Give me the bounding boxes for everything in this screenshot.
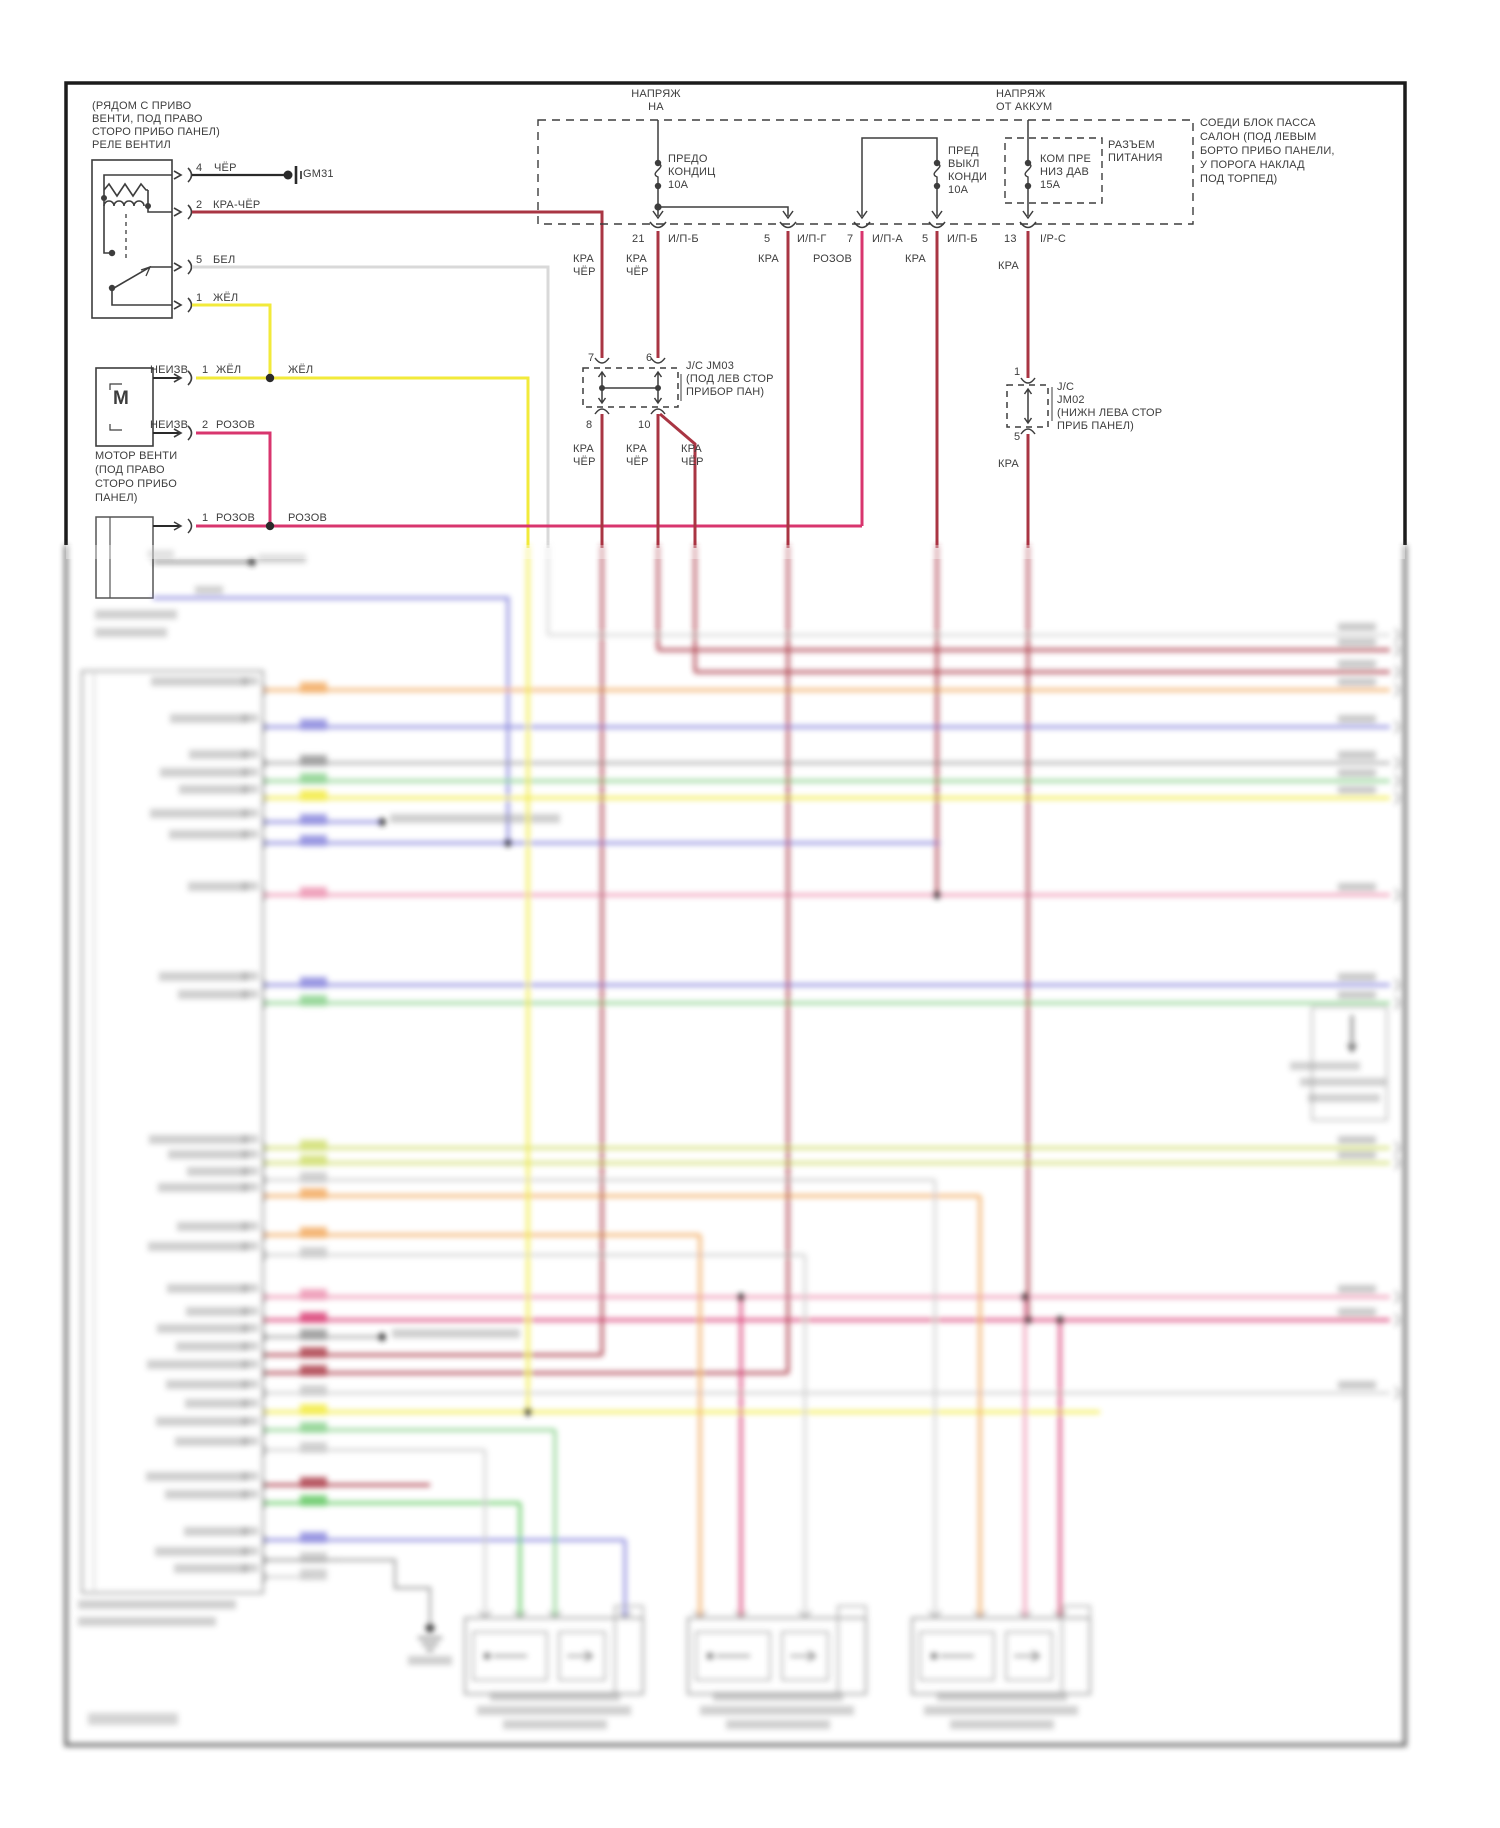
wire-label-kra-cher-1	[573, 253, 596, 279]
src-ign-line2: НА	[648, 101, 664, 113]
blurred-pin-cup	[1395, 1157, 1399, 1169]
blurred-junction-dot	[504, 839, 512, 847]
blurred-text-bar	[950, 1720, 1054, 1729]
blurred-text-bar	[1338, 678, 1376, 686]
blurred-text-bar	[185, 1399, 248, 1408]
blurred-text-bar	[157, 1324, 248, 1333]
blurred-connector-tab	[838, 1606, 866, 1694]
jm03-title: J/C JM03	[686, 360, 735, 372]
fuse-ac-switch-label	[948, 145, 987, 197]
blurred-text-bar	[726, 1720, 830, 1729]
fuse-press-line1: КОМ ПРЕ	[1040, 153, 1092, 165]
relay-location-note	[92, 100, 220, 152]
blurred-wire-color-tag	[300, 995, 327, 1006]
blurred-text-bar	[165, 1490, 248, 1499]
blurred-contact-arrow	[1014, 1651, 1039, 1661]
relay-note-line1: (РЯДОМ С ПРИВО	[92, 100, 192, 112]
fuse-press-line2: НИЗ ДАВ	[1040, 166, 1090, 178]
blurred-text-bar	[490, 1692, 620, 1701]
blurred-text-bar	[1338, 1136, 1376, 1144]
blurred-wire-color-tag	[300, 814, 327, 825]
pwr-conn-line2: ПИТАНИЯ	[1108, 152, 1163, 164]
jb-note-line2: САЛОН (ПОД ЛЕВЫМ	[1200, 131, 1317, 143]
motor-pin2-prefix: НЕИЗВ	[150, 419, 189, 431]
jb-note-line5: ПОД ТОРПЕД)	[1200, 173, 1278, 185]
blurred-text-bar	[170, 714, 248, 723]
fuse-ac	[654, 120, 661, 216]
blurred-text-bar	[184, 1527, 248, 1536]
blurred-pin-cup	[1395, 666, 1399, 678]
blurred-wire-color-tag	[300, 1532, 327, 1543]
blurred-pin-cup	[1395, 629, 1399, 641]
jm03-pin6: 6	[646, 352, 653, 364]
jb-note-line4: У ПОРОГА НАКЛАД	[1200, 159, 1305, 171]
blurred-wire-color-tag	[300, 1172, 327, 1183]
wl3a: КРА	[573, 443, 594, 455]
blurred-wire-color-tag	[300, 1495, 327, 1506]
fuse-ac-line2: КОНДИЦ	[668, 166, 716, 178]
blurred-text-bar	[78, 1617, 216, 1626]
blurred-text-bar	[155, 1547, 248, 1556]
conn4-pin: 5	[922, 233, 929, 245]
blurred-pin-cup	[1395, 644, 1399, 656]
jm02-label	[1057, 381, 1162, 433]
junction-jm02	[1007, 378, 1052, 434]
blurred-text-bar	[713, 1692, 843, 1701]
blurred-wire-color-tag	[300, 1227, 327, 1238]
jm03-pin10: 10	[638, 419, 651, 431]
blurred-pin-cup	[1395, 792, 1399, 804]
source-battery-label	[996, 88, 1052, 114]
conn5-pin: 13	[1004, 233, 1017, 245]
blurred-text-bar	[1338, 1151, 1376, 1159]
splice-zhel	[266, 374, 274, 382]
relay-pin2-wire: КРА-ЧЁР	[213, 199, 261, 211]
motor-pin2-wire: РОЗОВ	[216, 419, 256, 431]
blurred-connector-box	[912, 1618, 1090, 1694]
blurred-text-bar	[156, 1417, 248, 1426]
blurred-text-bar	[188, 882, 248, 891]
fan-motor	[96, 368, 192, 446]
src-batt-line2: ОТ АККУМ	[996, 101, 1053, 113]
relay-pin1-wire: ЖЁЛ	[213, 292, 239, 304]
blurred-wire-color-tag	[300, 1569, 327, 1580]
blurred-text-bar	[1338, 751, 1376, 759]
blurred-junction-dot	[1024, 1316, 1032, 1324]
wire-kra-jm03-10b	[660, 414, 695, 548]
blurred-contact-dot	[484, 1653, 491, 1660]
blurred-text-bar	[1338, 991, 1376, 999]
blurred-text-bar	[177, 1222, 248, 1231]
blurred-junction-dot	[248, 558, 256, 566]
blurred-pin-cup	[1395, 997, 1399, 1009]
blurred-text-bar	[390, 814, 560, 823]
splice-rozov	[266, 522, 274, 530]
wire-label-rozov-ipa: РОЗОВ	[813, 253, 853, 265]
blurred-text-bar	[1338, 883, 1376, 891]
blurred-junction-dot	[1021, 1293, 1029, 1301]
ground-gm31	[192, 166, 301, 184]
motor-caption-line2: (ПОД ПРАВО	[95, 464, 165, 476]
blurred-text-bar	[187, 1167, 248, 1176]
blurred-wire-color-tag	[300, 773, 327, 784]
blurred-text-bar	[1338, 660, 1376, 668]
jm03-note-line1: (ПОД ЛЕВ СТОР	[686, 373, 774, 385]
jm03-note-line2: ПРИБОР ПАН)	[686, 386, 765, 398]
blurred-text-bar	[1338, 638, 1376, 646]
jm03-label	[686, 360, 774, 399]
blurred-text-bar	[167, 1284, 248, 1293]
ground-label: GM31	[303, 168, 334, 180]
wl5a: КРА	[681, 443, 702, 455]
relay-pin4-num: 4	[196, 162, 203, 174]
ip-connector-glyphs	[650, 211, 1036, 228]
power-connector-label	[1108, 139, 1163, 165]
blurred-text-bar	[146, 1472, 248, 1481]
blurred-contact-arrow	[790, 1651, 815, 1661]
blurred-text-bar	[924, 1706, 1078, 1715]
blur-transition	[66, 545, 1405, 559]
blurred-ground-wire	[263, 1560, 430, 1624]
blurred-wire-color-tag	[300, 1329, 327, 1340]
blurred-wire-color-tag	[300, 1188, 327, 1199]
blurred-pin-cup	[1395, 1142, 1399, 1154]
blurred-text-bar	[178, 990, 248, 999]
relay-note-line2: ВЕНТИ, ПОД ПРАВО	[92, 113, 203, 125]
blurred-wire-color-tag	[300, 977, 327, 988]
motor-caption-line3: СТОРО ПРИБО	[95, 478, 178, 490]
wl2a: КРА	[626, 253, 647, 265]
blurred-text-bar	[189, 750, 248, 759]
blurred-text-bar	[95, 628, 167, 637]
wire-label-kra-ipb5: КРА	[905, 253, 926, 265]
src-ign-line1: НАПРЯЖ	[631, 88, 681, 100]
jm02-note-line2: ПРИБ ПАНЕЛ)	[1057, 420, 1135, 432]
conn2-pin: 5	[764, 233, 771, 245]
power-distribution	[538, 120, 1193, 228]
blurred-text-bar	[195, 586, 223, 594]
motor-caption-line4: ПАНЕЛ)	[95, 492, 138, 504]
wl2b: ЧЁР	[626, 266, 649, 278]
blurred-text-bar	[147, 1360, 248, 1369]
blurred-wire-color-tag	[300, 1552, 327, 1563]
blurred-ground-icon	[418, 1638, 442, 1650]
jb-note-line3: БОРТО ПРИБО ПАНЕЛИ,	[1200, 145, 1335, 157]
wl1b: ЧЁР	[573, 266, 596, 278]
jb-note-line1: СОЕДИ БЛОК ПАССА	[1200, 117, 1316, 129]
blurred-text-bar	[1338, 769, 1376, 777]
wl4b: ЧЁР	[626, 456, 649, 468]
blurred-junction-dot	[737, 1293, 745, 1301]
blurred-wire-color-tag	[300, 1140, 327, 1151]
wl3b: ЧЁР	[573, 456, 596, 468]
blurred-text-bar	[1308, 1094, 1380, 1102]
blurred-text-bar	[151, 677, 248, 686]
blurred-text-bar	[150, 809, 248, 818]
blurred-wire-color-tag	[300, 1404, 327, 1415]
fuse-ac-sw-line3: КОНДИ	[948, 171, 988, 183]
wire-label-kra-ipg: КРА	[758, 253, 779, 265]
blurred-junction-dot	[378, 818, 386, 826]
relay-note-line4: РЕЛЕ ВЕНТИЛ	[92, 139, 171, 151]
blurred-text-bar	[176, 1342, 248, 1351]
blurred-wire-color-tag	[300, 1347, 327, 1358]
blurred-junction-dot	[378, 1333, 386, 1341]
relay-pin5-num: 5	[196, 254, 203, 266]
blurred-text-bar	[88, 1713, 178, 1725]
wl1a: КРА	[573, 253, 594, 265]
motor-pin1-num: 1	[202, 364, 209, 376]
blurred-text-bar	[148, 1242, 248, 1251]
blurred-contact-dot	[707, 1653, 714, 1660]
blurred-text-bar	[186, 1307, 248, 1316]
wire-label-kra-ipc: КРА	[998, 260, 1019, 272]
blurred-wire-color-tag	[300, 835, 327, 846]
blurred-text-bar	[78, 1600, 236, 1609]
blurred-text-bar	[392, 1329, 520, 1338]
relay-pin2-num: 2	[196, 199, 203, 211]
source-ignition-label	[618, 88, 694, 114]
jm03-pin7: 7	[588, 352, 595, 364]
conn5-name: I/P-C	[1040, 233, 1067, 245]
blurred-contact-dot	[931, 1653, 938, 1660]
relay-pin1-num: 1	[196, 292, 203, 304]
relay-note-line3: СТОРО ПРИБО ПАНЕЛ)	[92, 126, 220, 138]
blurred-junction-dot	[524, 1408, 532, 1416]
blurred-wire-color-tag	[300, 1422, 327, 1433]
fan-relay	[92, 160, 192, 318]
blurred-wire-color-tag	[300, 719, 327, 730]
blurred-wire-color-tag	[300, 887, 327, 898]
jm02-title-line1: J/C	[1057, 381, 1075, 393]
wire-kra-cher-relay	[192, 212, 602, 358]
blurred-sub-component-icon	[1348, 1015, 1356, 1051]
blurred-connector-tab	[1062, 1606, 1090, 1694]
blurred-wire-color-tag	[300, 755, 327, 766]
blurred-wire-color-tag	[300, 1442, 327, 1453]
blurred-wire-color-tag	[300, 1312, 327, 1323]
blurred-text-bar	[166, 1380, 248, 1389]
conn3-pin: 7	[847, 233, 854, 245]
conn2-name: И/П-Г	[797, 233, 827, 245]
blurred-text-bar	[503, 1720, 607, 1729]
blurred-pin-cup	[1395, 721, 1399, 733]
fuse-press-line3: 15А	[1040, 179, 1061, 191]
fuse-ac-sw-line4: 10А	[948, 184, 969, 196]
blurred-text-bar	[1338, 1308, 1376, 1316]
blurred-pin-cup	[1395, 979, 1399, 991]
conn4-name: И/П-Б	[947, 233, 978, 245]
blurred-text-bar	[174, 1564, 248, 1573]
src-batt-line1: НАПРЯЖ	[996, 88, 1046, 100]
blurred-connector-tab	[615, 1606, 643, 1694]
motor-caption-line1: МОТОР ВЕНТИ	[95, 450, 178, 462]
blurred-wire-color-tag	[300, 1477, 327, 1488]
wire-bel	[192, 267, 548, 548]
pwr-conn-line1: РАЗЪЕМ	[1108, 139, 1155, 151]
conn1-name: И/П-Б	[668, 233, 699, 245]
blurred-pin-cup	[1395, 684, 1399, 696]
junction-jm03	[583, 358, 681, 414]
blurred-lower-section	[66, 545, 1405, 1745]
blurred-pin-cup	[1395, 757, 1399, 769]
jm02-note-line1: (НИЖН ЛЕВА СТОР	[1057, 407, 1163, 419]
blurred-wire-color-tag	[300, 1385, 327, 1396]
wire-label-kra-cher-5	[681, 443, 704, 469]
blurred-text-bar	[1338, 1285, 1376, 1293]
blurred-text-bar	[700, 1706, 854, 1715]
blurred-text-bar	[1338, 973, 1376, 981]
blurred-text-bar	[160, 768, 248, 777]
blurred-text-bar	[937, 1692, 1067, 1701]
blurred-connector-box	[688, 1618, 866, 1694]
fuse-ac-sw-line2: ВЫКЛ	[948, 158, 980, 170]
junction-block-note	[1200, 116, 1335, 186]
blurred-text-bar	[149, 1135, 248, 1144]
blurred-wire-color-tag	[300, 1289, 327, 1300]
wl4a: КРА	[626, 443, 647, 455]
device-pin1-num: 1	[202, 512, 209, 524]
motor-symbol: М	[112, 388, 130, 409]
blurred-text-bar	[95, 610, 177, 619]
blurred-wire-color-tag	[300, 1247, 327, 1258]
fuse-ac-sw-line1: ПРЕД	[948, 145, 979, 157]
fuse-ac-label	[668, 153, 715, 192]
blurred-text-bar	[159, 972, 248, 981]
blurred-pin-cup	[1395, 1314, 1399, 1326]
fuse-ac-line1: ПРЕДО	[668, 153, 708, 165]
blurred-text-bar	[1290, 1062, 1360, 1070]
blurred-wire-color-tag	[300, 1365, 327, 1376]
blurred-text-bar	[1338, 1381, 1376, 1389]
relay-pin-glyphs	[174, 168, 192, 312]
blurred-text-bar	[168, 1150, 248, 1159]
jm02-pin5: 5	[1014, 431, 1021, 443]
wl5b: ЧЁР	[681, 456, 704, 468]
motor-pin1-prefix: НЕИЗВ	[150, 364, 189, 376]
wire-label-kra-cher-4	[626, 443, 649, 469]
blurred-contact-arrow	[567, 1651, 592, 1661]
fuse-ac-switch-wiring	[862, 138, 937, 216]
wire-label-kra-jm02: КРА	[998, 458, 1019, 470]
blurred-text-bar	[477, 1706, 631, 1715]
motor-caption	[95, 449, 177, 505]
blurred-pin-cup	[1395, 889, 1399, 901]
blurred-text-bar	[1300, 1078, 1386, 1086]
blurred-junction-dot	[426, 1624, 435, 1633]
blurred-text-bar	[1338, 623, 1376, 631]
blurred-connector-box	[465, 1618, 643, 1694]
blurred-page-border	[66, 545, 1405, 1745]
relay-pin5-wire: БЕЛ	[213, 254, 236, 266]
fuse-low-pressure	[1025, 120, 1031, 216]
jm02-pin1: 1	[1014, 366, 1021, 378]
blurred-junction-dot	[933, 891, 941, 899]
relay-pin4-wire: ЧЁР	[214, 162, 237, 174]
jm02-title-line2: JM02	[1057, 394, 1085, 406]
blurred-text-bar	[169, 830, 248, 839]
blurred-text-bar	[158, 1183, 248, 1192]
blurred-pin-cup	[1395, 1387, 1399, 1399]
blurred-pin-cup	[1395, 775, 1399, 787]
blurred-wire-color-tag	[300, 682, 327, 693]
conn1-pin: 21	[632, 233, 645, 245]
wire-label-kra-cher-2	[626, 253, 649, 279]
blurred-text-bar	[1338, 715, 1376, 723]
conn3-name: И/П-А	[872, 233, 903, 245]
blurred-wire-color-tag	[300, 1155, 327, 1166]
blurred-pin-cup	[1395, 1291, 1399, 1303]
blurred-text-bar	[408, 1656, 452, 1665]
blurred-wire-color-tag	[300, 790, 327, 801]
device-pin1-wire: РОЗОВ	[216, 512, 256, 524]
motor-pin1-wire: ЖЁЛ	[216, 364, 242, 376]
blurred-text-bar	[179, 785, 248, 794]
blurred-junction-dot	[1056, 1316, 1064, 1324]
splice-zhel-label: ЖЁЛ	[288, 364, 314, 376]
blurred-text-bar	[1338, 786, 1376, 794]
jm03-pin8: 8	[586, 419, 593, 431]
splice-rozov-label: РОЗОВ	[288, 512, 328, 524]
fuse-low-pressure-label	[1040, 153, 1091, 192]
fuse-ac-line3: 10А	[668, 179, 689, 191]
blurred-text-bar	[175, 1437, 248, 1446]
motor-pin2-num: 2	[202, 419, 209, 431]
wire-label-kra-cher-3	[573, 443, 596, 469]
ground-dot-icon	[284, 171, 293, 180]
